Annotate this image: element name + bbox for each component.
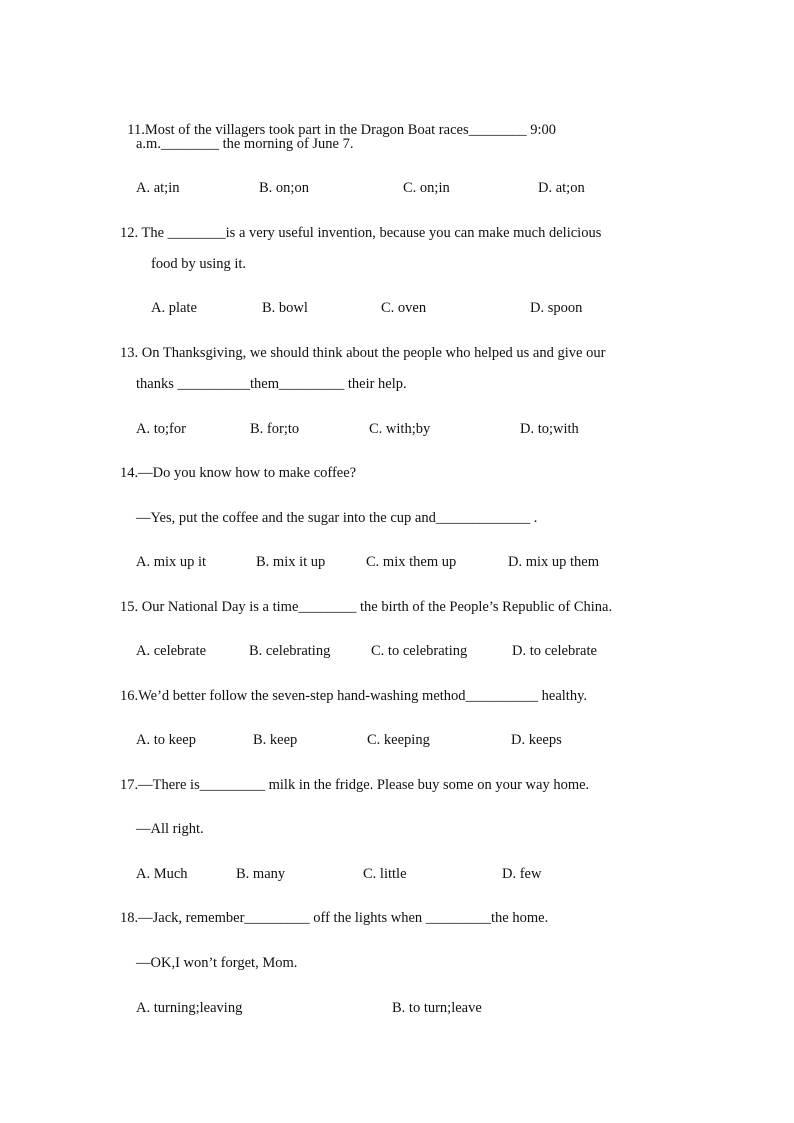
question-16-line-1: 16.We’d better follow the seven-step hand-washing method__________ healthy. <box>120 688 588 704</box>
option-d: D. to;with <box>520 421 579 437</box>
question-12-line-1: 12. The ________is a very useful invention, because you can make much delicious <box>120 225 602 241</box>
option-a: A. at;in <box>136 180 180 196</box>
option-d: D. mix up them <box>508 554 600 570</box>
option-a: A. plate <box>151 300 197 316</box>
option-b: B. for;to <box>250 421 300 437</box>
question-13-line-1: 13. On Thanksgiving, we should think about the people who helped us and give our <box>120 345 606 361</box>
option-a: A. to keep <box>136 732 196 748</box>
option-c: C. to celebrating <box>371 643 468 659</box>
option-b: B. to turn;leave <box>392 1000 482 1016</box>
option-d: D. at;on <box>538 180 585 196</box>
option-b: B. celebrating <box>249 643 331 659</box>
option-b: B. bowl <box>262 300 308 316</box>
question-14-line-1: 14.—Do you know how to make coffee? <box>120 465 357 481</box>
option-a: A. mix up it <box>136 554 207 570</box>
option-d: D. few <box>502 866 542 882</box>
question-11-line-2: a.m.________ the morning of June 7. <box>136 136 354 152</box>
question-13-line-2: thanks __________them_________ their help. <box>136 376 407 392</box>
option-c: C. with;by <box>369 421 431 437</box>
option-c: C. on;in <box>403 180 450 196</box>
question-18-line-2: —OK,I won’t forget, Mom. <box>136 955 298 971</box>
option-c: C. mix them up <box>366 554 457 570</box>
option-d: D. keeps <box>511 732 562 748</box>
question-12-line-2: food by using it. <box>151 256 247 272</box>
option-d: D. spoon <box>530 300 583 316</box>
option-b: B. mix it up <box>256 554 326 570</box>
option-c: C. little <box>363 866 407 882</box>
option-c: C. keeping <box>367 732 430 748</box>
question-17-line-2: —All right. <box>136 821 204 837</box>
question-14-line-2: —Yes, put the coffee and the sugar into the cup and_____________ . <box>136 510 538 526</box>
question-11-line-1 <box>120 103 672 139</box>
option-a: A. celebrate <box>136 643 207 659</box>
option-a: A. to;for <box>136 421 186 437</box>
question-17-line-1: 17.—There is_________ milk in the fridge. Please buy some on your way home. <box>120 777 590 793</box>
question-18-line-1: 18.—Jack, remember_________ off the lights when _________the home. <box>120 910 549 926</box>
option-d: D. to celebrate <box>512 643 597 659</box>
question-15-line-1: 15. Our National Day is a time________ the birth of the People’s Republic of China. <box>120 599 613 615</box>
question-text: 11.Most of the villagers took part in the Dragon Boat races________ 9:00 <box>127 122 556 138</box>
option-a: A. Much <box>136 866 188 882</box>
option-b: B. many <box>236 866 286 882</box>
option-b: B. on;on <box>259 180 309 196</box>
option-c: C. oven <box>381 300 427 316</box>
option-b: B. keep <box>253 732 298 748</box>
option-a: A. turning;leaving <box>136 1000 243 1016</box>
